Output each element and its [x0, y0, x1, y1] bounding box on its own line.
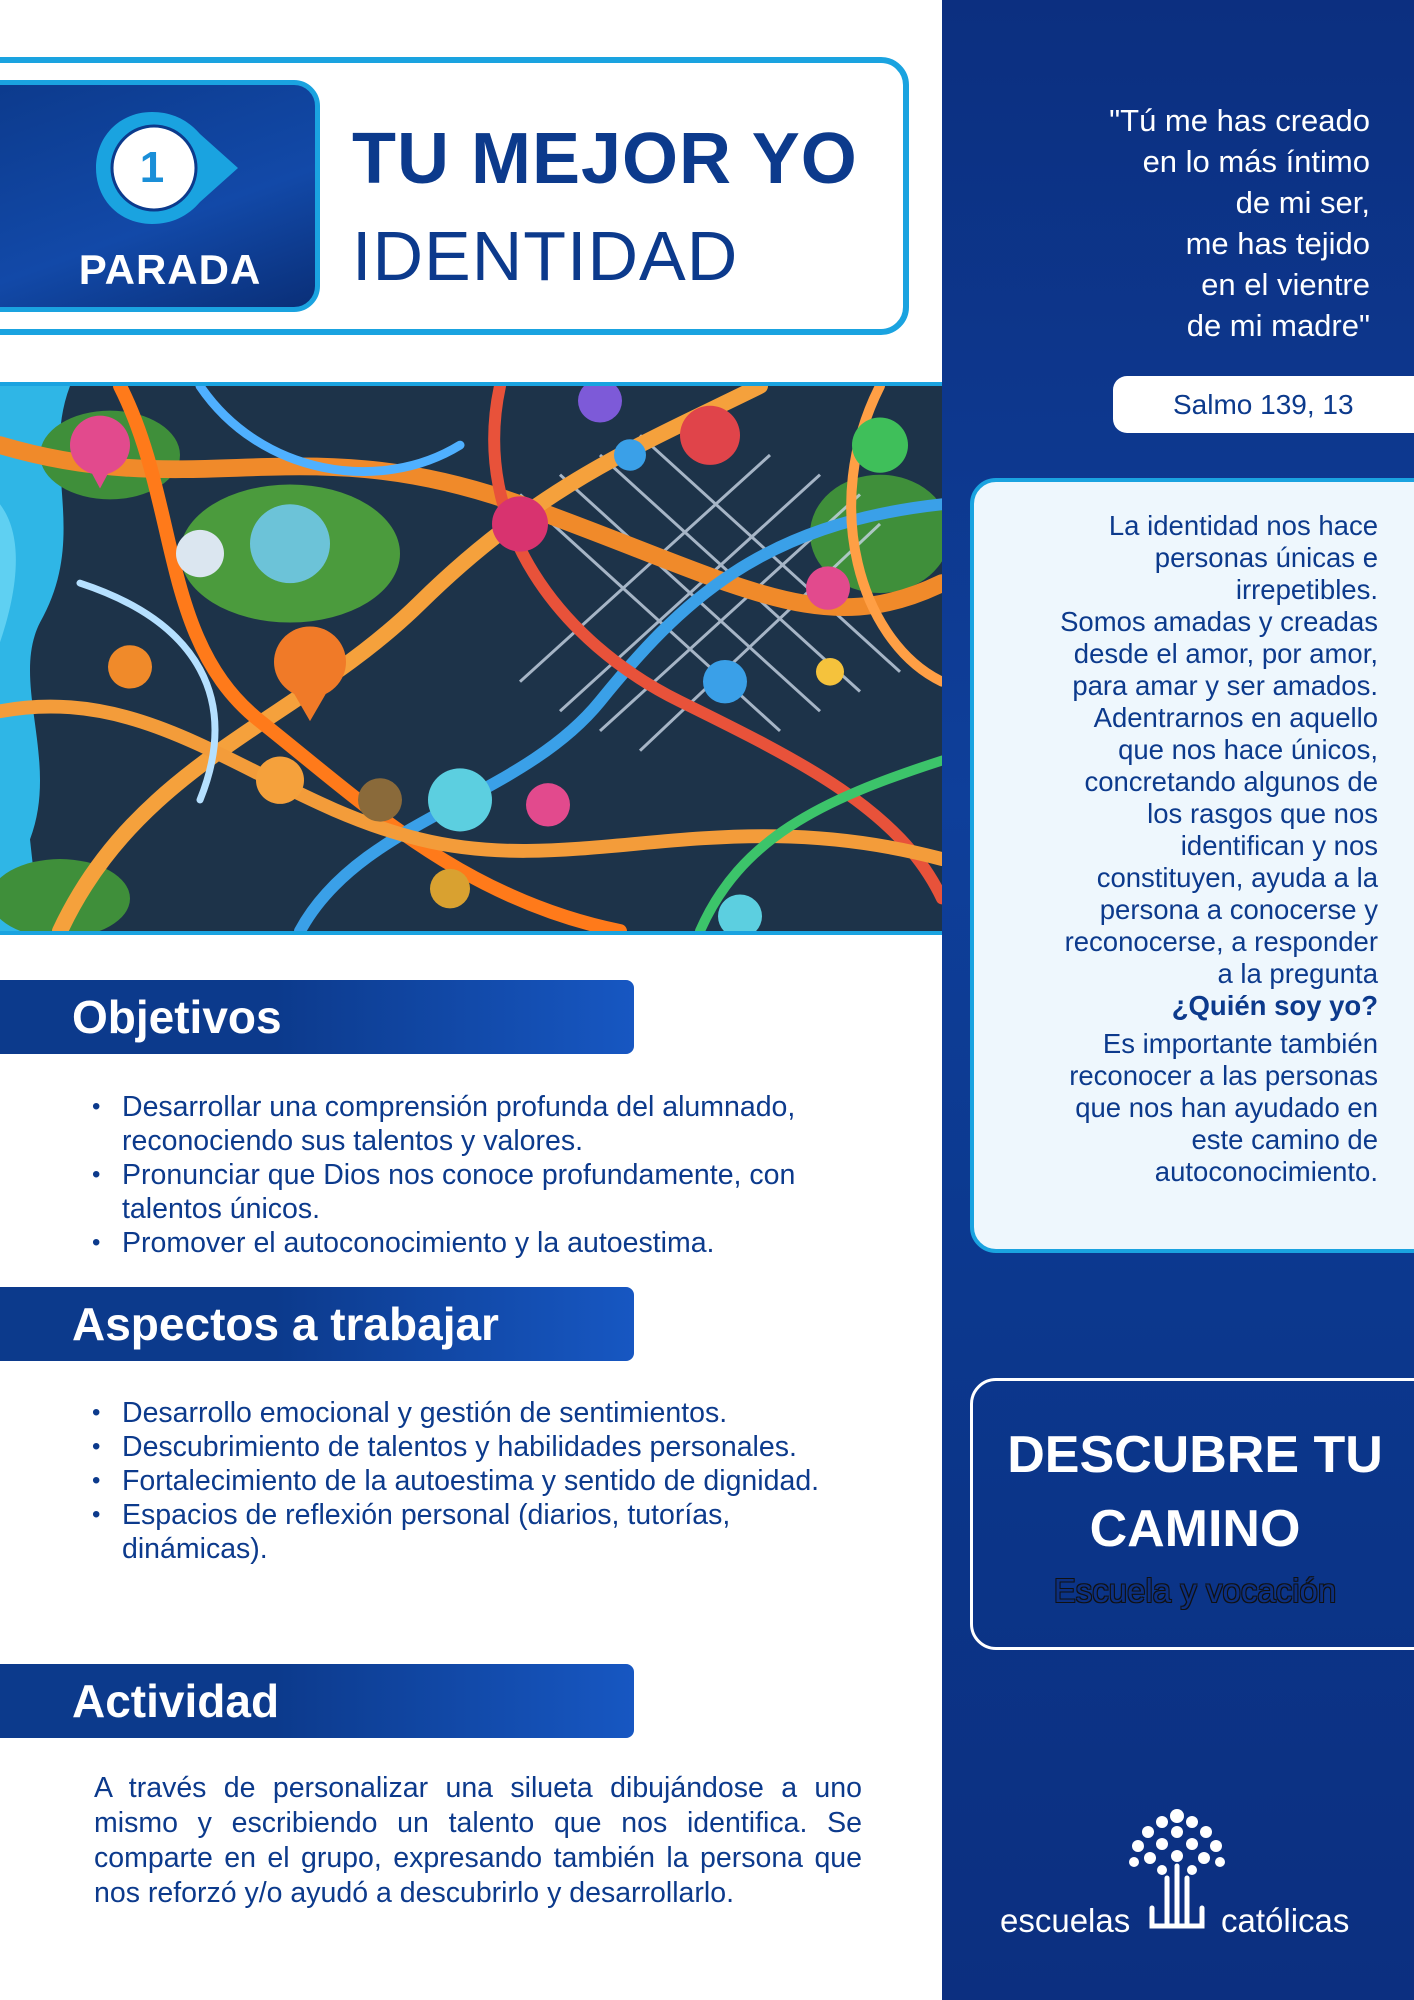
- activity-heading: Actividad: [0, 1664, 634, 1738]
- quote-line: "Tú me has creado: [1109, 103, 1370, 138]
- hero-map-illustration: [0, 382, 942, 935]
- identity-line: que nos hace únicos,: [1118, 734, 1378, 765]
- aspects-heading: Aspectos a trabajar: [0, 1287, 634, 1361]
- identity-line: reconocerse, a responder: [1064, 926, 1378, 957]
- identity-line: para amar y ser amados.: [1072, 670, 1378, 701]
- list-item: • Desarrollo emocional y gestión de sentimientos.: [92, 1396, 852, 1430]
- logo-text-left: escuelas: [1000, 1902, 1131, 1939]
- logo-text-right: católicas: [1221, 1902, 1350, 1939]
- identity-line: que nos han ayudado en: [1075, 1092, 1378, 1123]
- page-title: TU MEJOR YO: [352, 119, 858, 199]
- quote-line: en lo más íntimo: [1142, 144, 1370, 179]
- identity-line: Es importante también: [1102, 1028, 1378, 1059]
- stop-number: 1: [139, 143, 165, 192]
- identity-line: reconocer a las personas: [1069, 1060, 1378, 1091]
- aspects-list: [92, 1396, 852, 1566]
- identity-line: constituyen, ayuda a la: [1096, 862, 1378, 893]
- quote-line: en el vientre: [1201, 267, 1370, 302]
- objectives-heading: Objetivos: [0, 980, 634, 1054]
- identity-line: desde el amor, por amor,: [1073, 638, 1378, 669]
- list-item: • Pronunciar que Dios nos conoce profundamente, con talentos únicos.: [92, 1158, 852, 1226]
- psalm-quote: [990, 100, 1370, 346]
- objectives-list: [92, 1090, 852, 1260]
- list-item: • Fortalecimiento de la autoestima y sentido de dignidad.: [92, 1464, 852, 1498]
- stop-label: PARADA: [78, 246, 262, 293]
- quote-line: de mi madre": [1186, 308, 1370, 343]
- identity-line: concretando algunos de: [1084, 766, 1378, 797]
- identity-text: [958, 510, 1378, 1188]
- identity-line: personas únicas e: [1154, 542, 1378, 573]
- identity-line: este camino de: [1191, 1124, 1378, 1155]
- list-item: • Descubrimiento de talentos y habilidades personales.: [92, 1430, 852, 1464]
- list-item: • Espacios de reflexión personal (diarios, tutorías, dinámicas).: [92, 1498, 852, 1566]
- list-item: • Desarrollar una comprensión profunda del alumnado, reconociendo sus talentos y valores.: [92, 1090, 852, 1158]
- quote-line: me has tejido: [1185, 226, 1370, 261]
- page-subtitle: IDENTIDAD: [352, 217, 739, 295]
- identity-line: Somos amadas y creadas: [1060, 606, 1378, 637]
- identity-line: autoconocimiento.: [1154, 1156, 1378, 1187]
- discover-path-subtitle: Escuela y vocación: [1053, 1572, 1337, 1609]
- tree-logo-icon: [1122, 1808, 1232, 1933]
- identity-line: identifican y nos: [1180, 830, 1378, 861]
- identity-line: a la pregunta: [1217, 958, 1378, 989]
- discover-path-title: DESCUBRE TU CAMINO: [1007, 1426, 1383, 1558]
- identity-line: Adentrarnos en aquello: [1093, 702, 1378, 733]
- quote-citation: Salmo 139, 13: [1113, 376, 1414, 433]
- identity-line: La identidad nos hace: [1108, 510, 1378, 541]
- identity-question: ¿Quién soy yo?: [1171, 990, 1378, 1021]
- identity-line: irrepetibles.: [1235, 574, 1378, 605]
- quote-line: de mi ser,: [1235, 185, 1370, 220]
- list-item: • Promover el autoconocimiento y la autoestima.: [92, 1226, 852, 1260]
- identity-line: persona a conocerse y: [1099, 894, 1378, 925]
- activity-text: A través de personalizar una silueta dibujándose a uno mismo y escribiendo un talento que nos identifica. Se comparte en el grupo, expresando también la persona que nos reforzó y/o ayudó a descubrirlo y desarrollarlo.: [94, 1772, 862, 1909]
- identity-line: los rasgos que nos: [1147, 798, 1378, 829]
